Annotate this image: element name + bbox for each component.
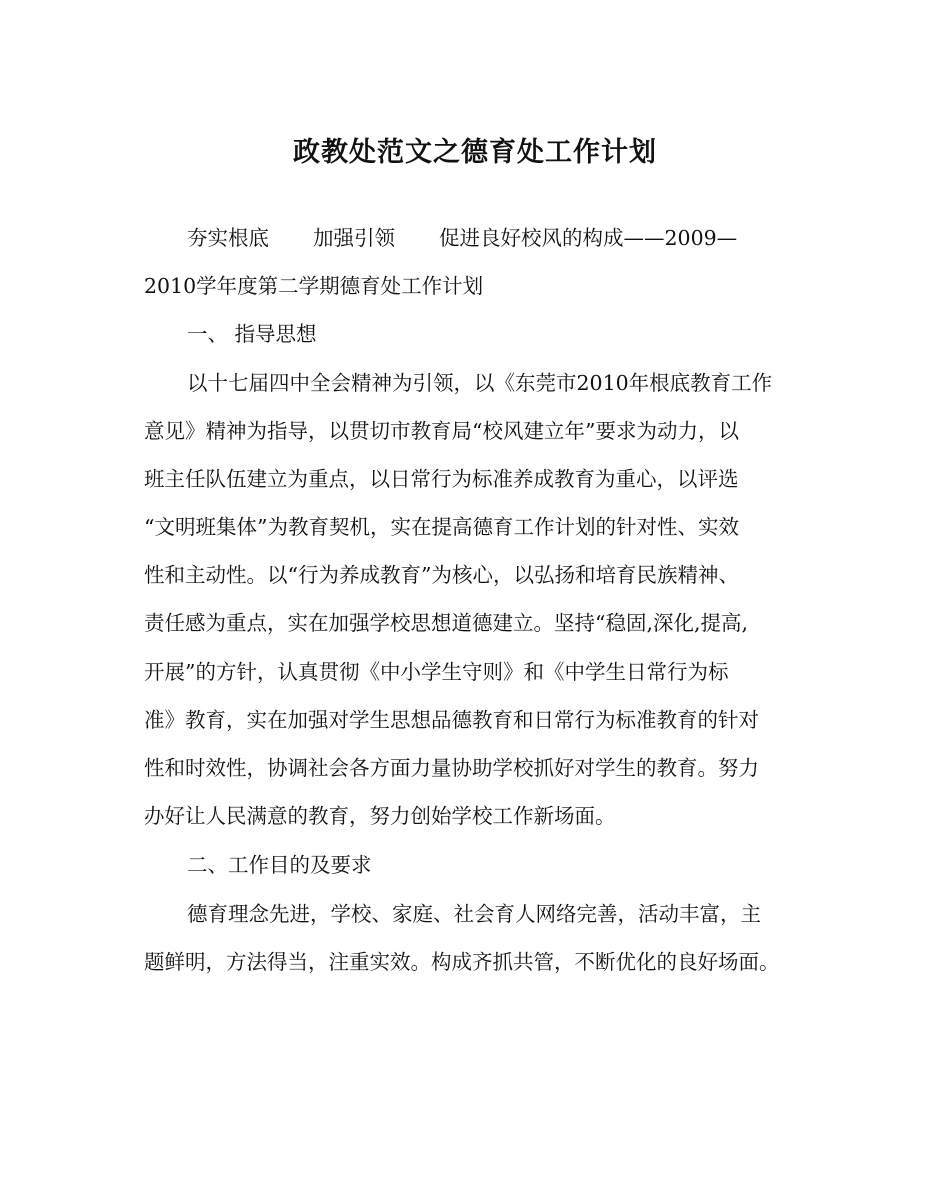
subtitle-part-3: 促进良好校风的构成——2009—	[439, 226, 738, 250]
paragraph-line: 意见》精神为指导，以贯切市教育局“校风建立年”要求为动力，以	[144, 419, 739, 443]
paragraph-line: 班主任队伍建立为重点，以日常行为标准养成教育为重心，以评选	[144, 467, 739, 491]
section-2-heading: 二、工作目的及要求	[187, 853, 372, 877]
paragraph-line: 责任感为重点，实在加强学校思想道德建立。坚持“稳固,深化,提高,	[144, 611, 749, 635]
paragraph-line: 开展”的方针，认真贯彻《中小学生守则》和《中学生日常行为标	[144, 660, 729, 684]
document-title: 政教处范文之德育处工作计划	[293, 137, 657, 168]
paragraph-line: 性和时效性，协调社会各方面力量协助学校抓好对学生的教育。努力	[144, 756, 759, 780]
paragraph-line: 以十七届四中全会精神为引领，以《东莞市2010年根底教育工作	[187, 371, 773, 395]
subtitle-part-2: 加强引领	[313, 226, 395, 250]
paragraph-line: 题鲜明，方法得当，注重实效。构成齐抓共管，不断优化的良好场面。	[144, 950, 780, 974]
paragraph-line: “文明班集体”为教育契机，实在提高德育工作计划的针对性、实效	[144, 515, 739, 539]
paragraph-line: 性和主动性。以“行为养成教育”为核心，以弘扬和培育民族精神、	[144, 563, 739, 587]
paragraph-line: 准》教育，实在加强对学生思想品德教育和日常行为标准教育的针对	[144, 708, 759, 732]
subtitle-line-1	[187, 223, 737, 253]
subtitle-line-2: 2010学年度第二学期德育处工作计划	[144, 274, 484, 298]
subtitle-part-1: 夯实根底	[187, 226, 269, 250]
paragraph-line: 德育理念先进，学校、家庭、社会育人网络完善，活动丰富，主	[187, 902, 761, 926]
paragraph-line: 办好让人民满意的教育，努力创始学校工作新场面。	[144, 804, 616, 828]
section-1-heading: 一、 指导思想	[187, 322, 317, 346]
